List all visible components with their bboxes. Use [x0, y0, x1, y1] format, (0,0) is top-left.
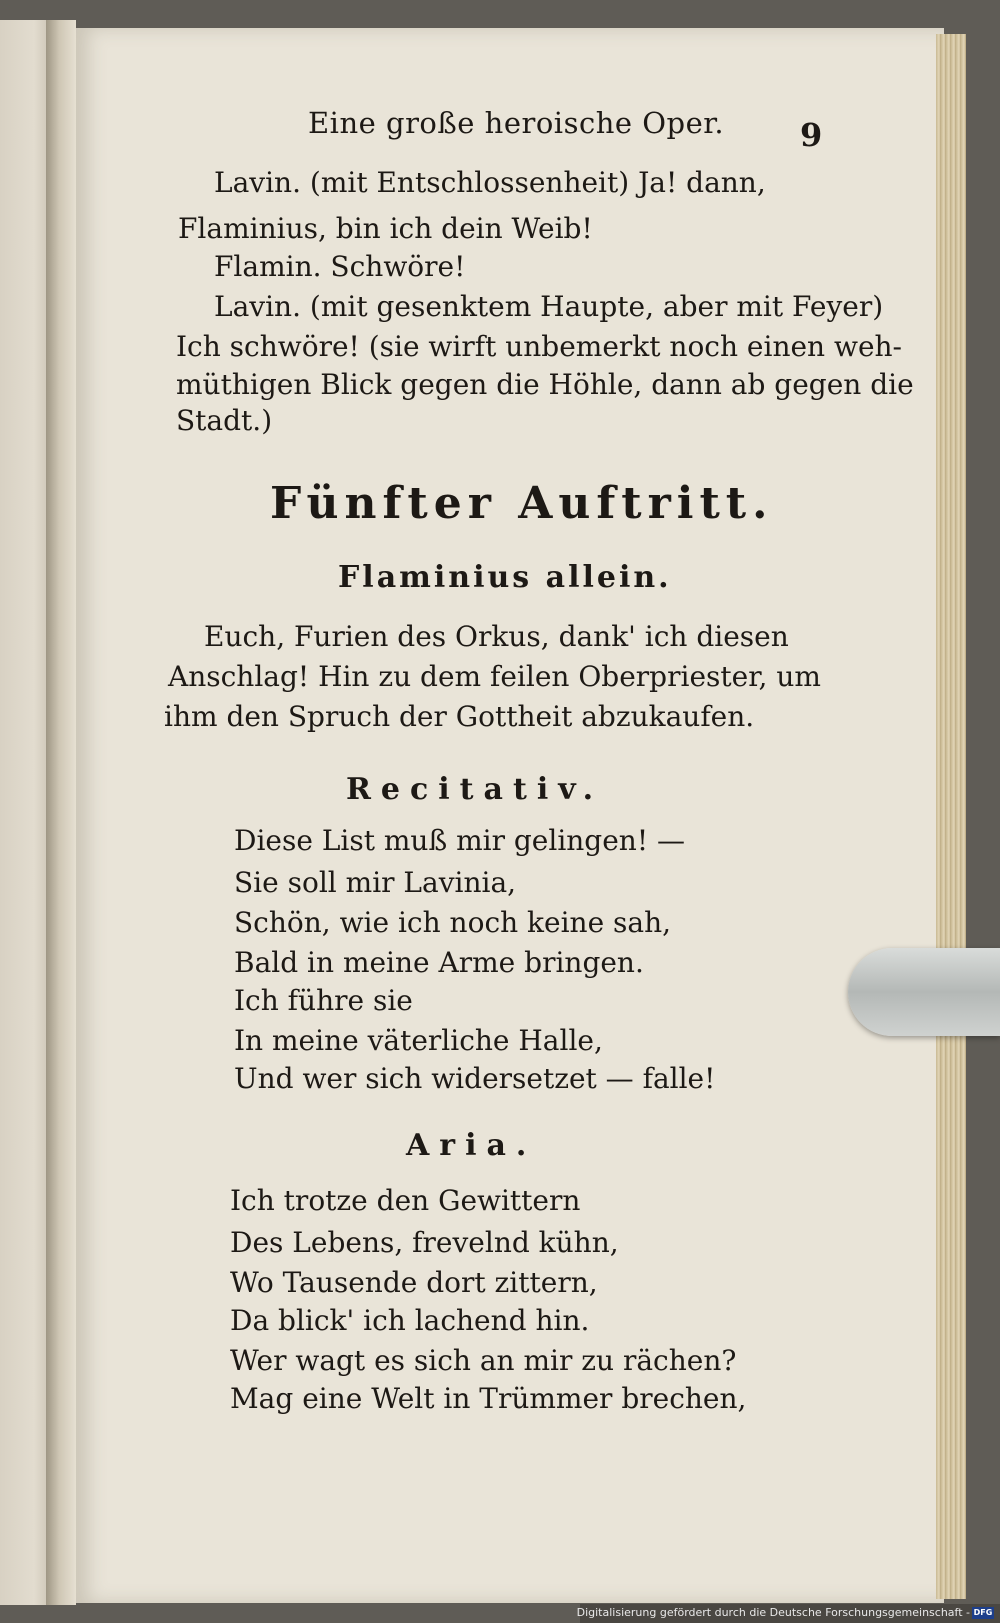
verse-line: Des Lebens, frevelnd kühn, [230, 1226, 619, 1259]
page-number: 9 [800, 116, 823, 154]
recitativ-title: Recitativ. [346, 772, 604, 807]
speech-line: Euch, Furien des Orkus, dank' ich diesen [204, 620, 789, 653]
running-header: Eine große heroische Oper. [308, 106, 725, 140]
text-line: Lavin. (mit Entschlossenheit) Ja! dann, [214, 166, 766, 199]
verse-line: Und wer sich widersetzet — falle! [234, 1062, 716, 1095]
verse-line: Diese List muß mir gelingen! — [234, 824, 685, 857]
verse-line: Wo Tausende dort zittern, [230, 1266, 598, 1299]
verse-line: Bald in meine Arme bringen. [234, 946, 644, 979]
dfg-logo: DFG [973, 1608, 993, 1617]
verse-line: Schön, wie ich noch keine sah, [234, 906, 672, 939]
speech-line: Anschlag! Hin zu dem feilen Oberpriester, um [168, 660, 821, 693]
text-line: Lavin. (mit gesenktem Haupte, aber mit Feyer) [214, 290, 884, 323]
verse-line: Da blick' ich lachend hin. [230, 1304, 590, 1337]
verse-line: Sie soll mir Lavinia, [234, 866, 517, 899]
text-line: Flaminius, bin ich dein Weib! [178, 212, 593, 245]
text-line: Flamin. Schwöre! [214, 250, 466, 283]
speech-line: ihm den Spruch der Gottheit abzukaufen. [164, 700, 755, 733]
book-gutter [46, 20, 76, 1605]
aria-title: Aria. [406, 1128, 537, 1163]
digitization-credit: Digitalisierung gefördert durch die Deutsche Forschungsgemeinschaft - [576, 1606, 970, 1619]
text-line: Ich schwöre! (sie wirft unbemerkt noch einen weh- [176, 330, 903, 363]
page-stack-edge [936, 34, 966, 1599]
verse-line: Mag eine Welt in Trümmer brechen, [230, 1382, 747, 1415]
page-clip [848, 948, 1000, 1036]
verse-line: Ich führe sie [234, 984, 413, 1017]
verse-line: Ich trotze den Gewittern [230, 1184, 581, 1217]
scene-title: Fünfter Auftritt. [270, 478, 774, 529]
scene-persons: Flaminius allein. [338, 560, 672, 595]
verse-line: In meine väterliche Halle, [234, 1024, 603, 1057]
text-line: müthigen Blick gegen die Höhle, dann ab gegen die [176, 368, 914, 401]
verse-line: Wer wagt es sich an mir zu rächen? [230, 1344, 737, 1377]
text-line: Stadt.) [176, 404, 273, 437]
